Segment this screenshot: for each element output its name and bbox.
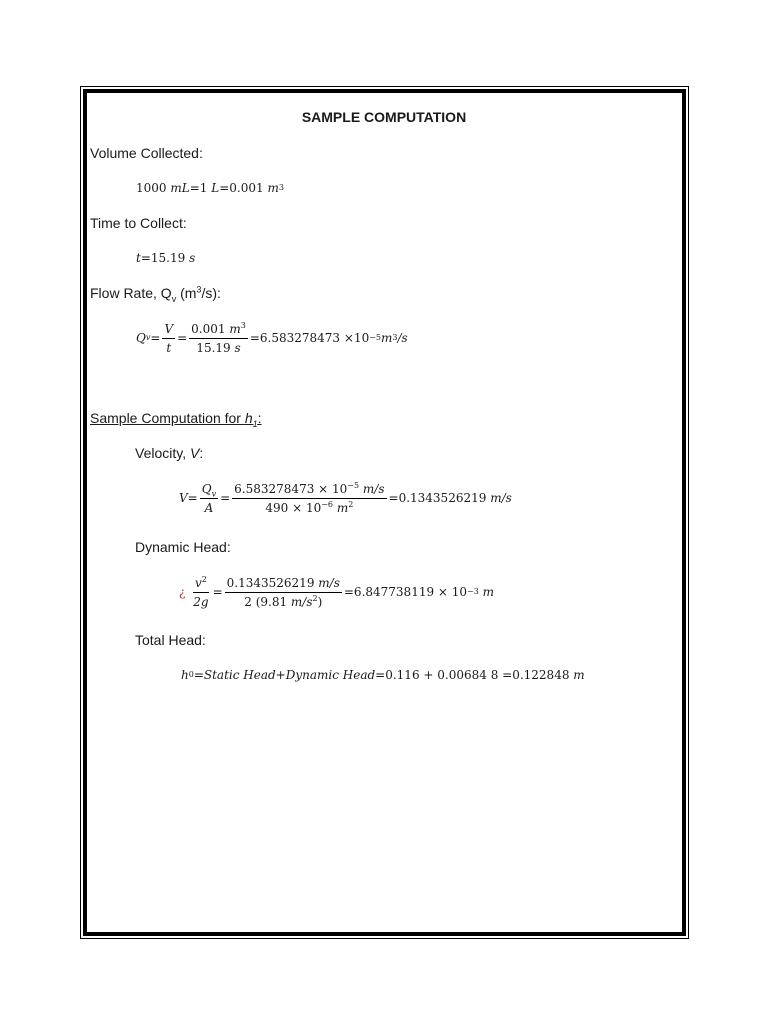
dynamic-fraction-2 <box>225 575 342 610</box>
velocity-num1-var: Q <box>201 481 212 496</box>
flow-label-mid: (m <box>176 285 197 301</box>
flow-num2-exp: 3 <box>240 320 246 330</box>
dynamic-den2-prefix: 2 <box>244 594 252 609</box>
dynamic-num1-var: v <box>194 575 202 590</box>
section-heading-sub: 1 <box>252 418 258 429</box>
flow-lhs-var: Q <box>136 331 146 345</box>
flow-rate-label <box>90 284 221 304</box>
flow-num1: V <box>162 321 175 339</box>
flow-fraction-2 <box>189 321 248 356</box>
flow-result-unit: m <box>381 331 393 345</box>
total-rhs-text: =Static Head+Dynamic Head <box>193 668 376 682</box>
dynamic-den2: 2 (9.81 $m/s^2$) <box>244 593 323 609</box>
velocity-result-unit: m/s <box>490 491 512 505</box>
flow-label-end: /s): <box>201 285 221 301</box>
volume-label: Volume Collected: <box>90 145 203 161</box>
velocity-num2-value: 6.583278473 × 10 <box>234 481 348 496</box>
document-title: SAMPLE COMPUTATION <box>301 109 467 125</box>
volume-eq-prefix: 1000 <box>136 181 167 195</box>
dynamic-num2-value: 0.1343526219 <box>226 575 315 590</box>
flow-den2-unit: s <box>234 340 241 355</box>
dynamic-result-value: =6.847738119 × 10 <box>343 585 468 599</box>
velocity-result: =0.1343526219 <box>388 491 487 505</box>
velocity-num2 <box>232 481 386 499</box>
flow-den1: t <box>166 340 172 355</box>
flow-label-sub: v <box>171 293 177 304</box>
dynamic-num2-unit: m/s <box>318 575 340 590</box>
flow-num2-value: 0.001 <box>191 321 226 336</box>
dynamic-eq-sign-1: = <box>212 585 223 599</box>
dynamic-den1: 2g <box>193 594 209 609</box>
total-lhs: h <box>181 668 189 682</box>
dynamic-den2-value: 9.81 <box>260 594 288 609</box>
velocity-label <box>135 445 203 461</box>
flow-den2 <box>194 339 242 356</box>
volume-eq-result: =0.001 <box>219 181 264 195</box>
volume-eq-unit-m: m <box>267 181 279 195</box>
time-value: =15.19 <box>140 251 186 265</box>
dynamic-num2 <box>225 575 342 593</box>
section-heading <box>90 410 262 429</box>
dynamic-head-label: Dynamic Head: <box>135 539 231 555</box>
flow-rate-equation: Q v = $\frac{V}{t}$ = $\frac{0.001 m^3}{15.19 s}$ =6.583278473 ×10 −5 m 3 /s <box>136 320 408 355</box>
dynamic-den2-unit-exp: 2 <box>312 593 318 603</box>
total-rhs-unit: m <box>573 668 585 682</box>
flow-eq-sign-2: = <box>177 331 188 345</box>
velocity-den2-unit-exp: 2 <box>348 499 354 509</box>
velocity-label-text: Velocity, <box>135 445 190 461</box>
volume-equation: 1000 mL =1 L =0.001 m 3 <box>136 181 284 195</box>
section-heading-colon: : <box>257 410 262 426</box>
section-heading-var: h <box>244 410 253 426</box>
volume-eq-unit-ml: mL <box>170 181 190 195</box>
velocity-den2-unit: m <box>336 500 349 515</box>
flow-num2 <box>189 321 248 339</box>
flow-result-unit-end: /s <box>397 331 408 345</box>
dynamic-num1-exp: 2 <box>201 574 207 584</box>
velocity-den2-value: 490 × 10 <box>265 500 322 515</box>
velocity-fraction-1 <box>200 481 218 516</box>
flow-eq-sign-1: = <box>150 331 161 345</box>
time-equation <box>136 251 195 265</box>
velocity-num2-exp: −5 <box>347 480 360 490</box>
flow-label-start: Flow Rate, Q <box>90 285 172 301</box>
flow-result-value: =6.583278473 ×10 <box>249 331 370 345</box>
dynamic-den2-unit: m/s <box>290 594 313 609</box>
velocity-label-end: : <box>199 445 204 461</box>
velocity-den1: A <box>204 500 214 515</box>
velocity-den2-exp: −6 <box>321 499 334 509</box>
volume-eq-mid: =1 <box>189 181 208 195</box>
flow-fraction-1 <box>162 321 175 356</box>
velocity-label-var: V <box>190 445 200 461</box>
dynamic-num1 <box>193 575 209 593</box>
time-label: Time to Collect: <box>90 215 187 231</box>
velocity-den2 <box>263 499 355 516</box>
velocity-eq-sign-1: = <box>187 491 198 505</box>
time-var: t <box>136 251 141 265</box>
total-head-label: Total Head: <box>135 632 206 648</box>
velocity-lhs: V <box>179 491 188 505</box>
flow-label-sup: 3 <box>196 284 202 295</box>
dynamic-result-unit: m <box>482 585 495 599</box>
velocity-num2-unit: m/s <box>362 481 385 496</box>
velocity-num1-sub: v <box>211 488 217 498</box>
velocity-eq-sign-2: = <box>220 491 231 505</box>
velocity-equation <box>179 480 512 516</box>
dynamic-fraction-1 <box>191 575 210 610</box>
section-heading-text: Sample Computation for <box>90 410 245 426</box>
total-head-equation: h 0 =Static Head+Dynamic Head =0.116 + 0.00684 8 =0.122848 m <box>181 668 585 682</box>
velocity-fraction-2 <box>232 481 386 516</box>
volume-eq-unit-l: L <box>211 181 220 195</box>
flow-num2-unit: m <box>229 321 241 336</box>
time-unit: s <box>189 251 196 265</box>
flow-den2-value: 15.19 <box>196 340 231 355</box>
dynamic-lhs-glyph: ¿ <box>179 585 186 599</box>
velocity-num1 <box>200 481 218 499</box>
dynamic-head-equation: ¿ $\frac{v^2}{2g}$ = $\frac{0.1343526219 m/s}{2 (9.81 m/s^2)}$ =6.847738119 × 10 −3 m <box>179 574 495 609</box>
total-rhs-values: =0.116 + 0.00684 8 =0.122848 <box>375 668 570 682</box>
